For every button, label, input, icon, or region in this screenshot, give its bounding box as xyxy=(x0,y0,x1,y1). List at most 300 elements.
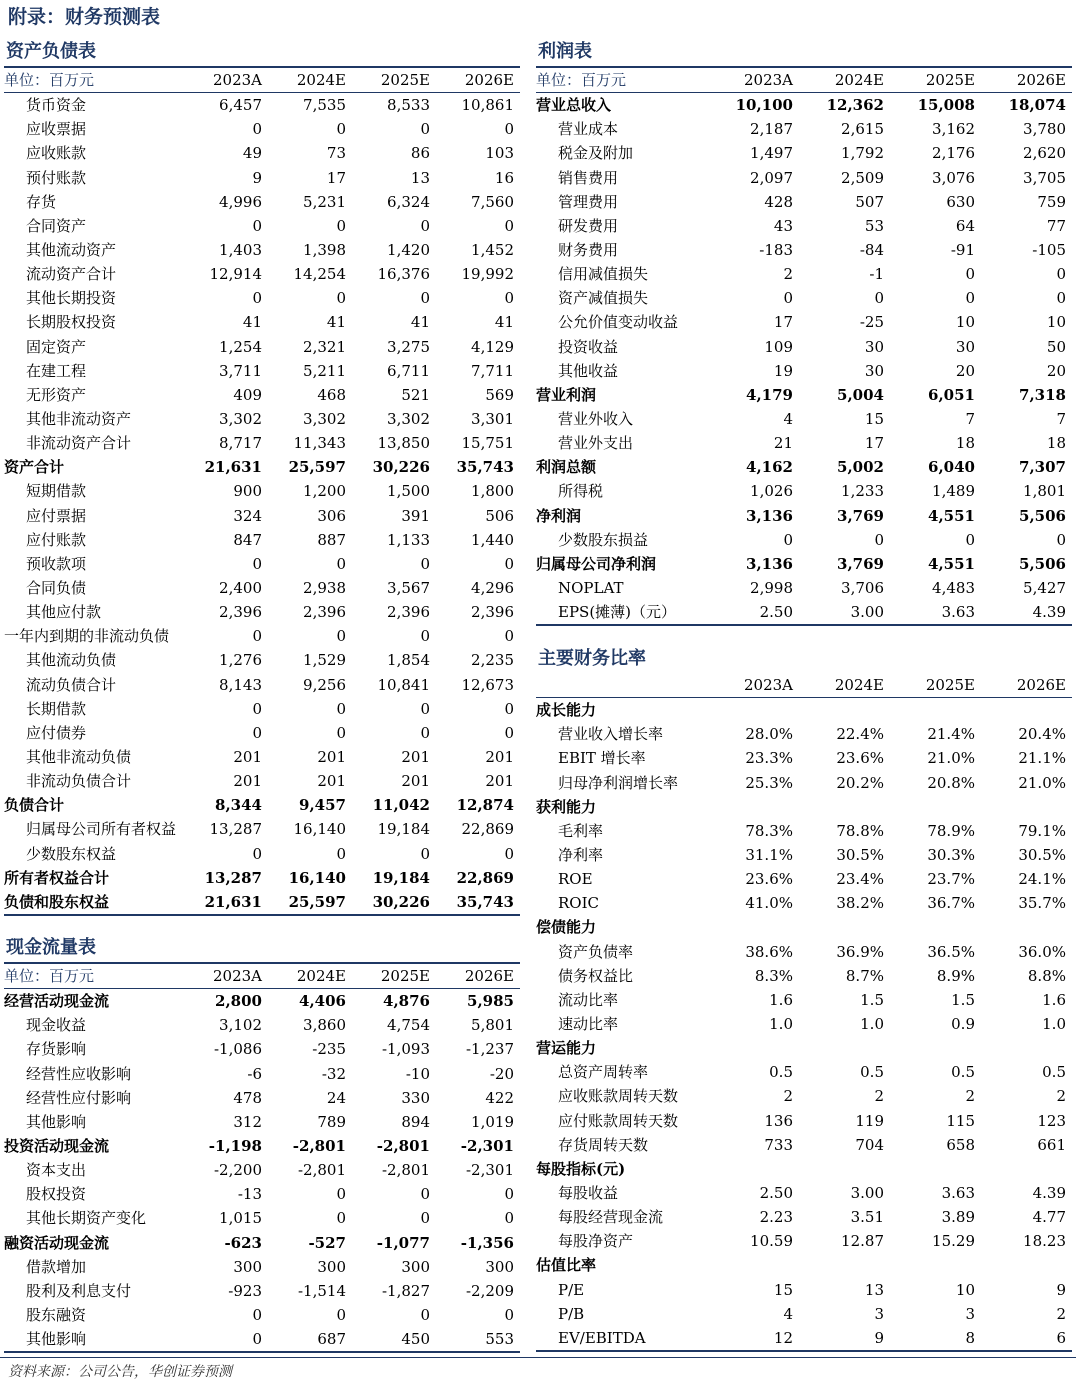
cell-value: 201 xyxy=(317,772,346,791)
table-row xyxy=(536,286,1072,310)
cell-value: 16 xyxy=(494,168,514,187)
cell-value: 8,717 xyxy=(219,434,262,453)
cell-value: 6,324 xyxy=(387,192,430,211)
cell-value: 6,457 xyxy=(219,96,262,115)
cell-value: 7,318 xyxy=(1019,385,1066,404)
table-row xyxy=(4,1279,520,1303)
table-row xyxy=(536,431,1072,455)
cell-value: 5,231 xyxy=(303,192,346,211)
cell-value: 0 xyxy=(504,289,514,308)
row-label: 速动比率 xyxy=(558,1015,619,1034)
cell-value: 0 xyxy=(336,723,346,742)
cell-value: 4 xyxy=(783,410,793,429)
cell-value: 35,743 xyxy=(436,890,520,915)
cell-value: 36.0% xyxy=(1018,942,1066,961)
cell-value: 21.0% xyxy=(927,749,975,768)
cell-value: 25.3% xyxy=(745,773,793,792)
cell-value xyxy=(708,795,799,819)
cell-value: 0 xyxy=(252,844,262,863)
row-label: 应付债券 xyxy=(26,723,87,742)
cell-value: -183 xyxy=(759,241,793,260)
cell-value: 20.8% xyxy=(927,773,975,792)
cashflow-table xyxy=(4,964,520,1353)
cell-value: 18,074 xyxy=(1008,96,1066,115)
cell-value: 15,008 xyxy=(917,96,975,115)
row-label: 净利润 xyxy=(536,506,582,525)
row-label: 每股经营现金流 xyxy=(558,1208,664,1227)
cell-value: 506 xyxy=(485,506,514,525)
row-label: ROE xyxy=(558,870,593,889)
row-label: 存货 xyxy=(26,192,57,211)
year-header: 2023A xyxy=(184,964,268,989)
cell-value: 0.5 xyxy=(769,1063,793,1082)
cell-value: 41 xyxy=(242,313,262,332)
row-label: 应收票据 xyxy=(26,120,87,139)
cell-value: 23.6% xyxy=(745,870,793,889)
row-label: 估值比率 xyxy=(536,1256,597,1275)
row-label: 投资活动现金流 xyxy=(4,1137,110,1156)
row-label: EPS(摊薄)（元） xyxy=(536,600,708,625)
cell-value xyxy=(708,1253,799,1277)
cell-value: 2 xyxy=(1056,1087,1066,1106)
cell-value: 12,914 xyxy=(209,265,262,284)
cell-value: -2,801 xyxy=(292,1137,346,1156)
cell-value: 1,403 xyxy=(219,241,262,260)
cell-value: 21 xyxy=(773,434,793,453)
cell-value: 1,497 xyxy=(750,144,793,163)
table-row xyxy=(536,1157,1072,1181)
cell-value: 0 xyxy=(874,530,884,549)
row-label: 税金及附加 xyxy=(558,144,634,163)
cell-value: 4,162 xyxy=(746,458,793,477)
cell-value: 41 xyxy=(410,313,430,332)
year-header: 2025E xyxy=(352,964,436,989)
row-label: 每股净资产 xyxy=(558,1232,634,1251)
row-label: EV/EBITDA xyxy=(536,1326,708,1351)
row-label: 其他应付款 xyxy=(26,603,102,622)
table-row xyxy=(536,915,1072,939)
cell-value: 7,560 xyxy=(471,192,514,211)
cell-value: -20 xyxy=(489,1064,514,1083)
cell-value: 6 xyxy=(981,1326,1072,1351)
cell-value: 8,143 xyxy=(219,675,262,694)
cell-value: 1,254 xyxy=(219,337,262,356)
cell-value: 0.5 xyxy=(951,1063,975,1082)
cell-value: 0 xyxy=(504,1306,514,1325)
cell-value: -2,209 xyxy=(465,1281,514,1300)
row-label: 合同负债 xyxy=(26,579,87,598)
table-row xyxy=(536,166,1072,190)
cell-value: 8,533 xyxy=(387,96,430,115)
cell-value: 324 xyxy=(233,506,262,525)
table-row xyxy=(536,1229,1072,1253)
cell-value: 2,176 xyxy=(932,144,975,163)
cell-value: 2 xyxy=(874,1087,884,1106)
year-header: 2025E xyxy=(352,68,436,93)
cell-value: 507 xyxy=(855,192,884,211)
table-row xyxy=(536,1084,1072,1108)
cell-value: 330 xyxy=(401,1088,430,1107)
cell-value: -2,801 xyxy=(376,1137,430,1156)
cell-value: -6 xyxy=(247,1064,262,1083)
cell-value: 25,597 xyxy=(268,890,352,915)
cell-value: 12,673 xyxy=(461,675,514,694)
cell-value: 1,500 xyxy=(387,482,430,501)
table-row xyxy=(4,479,520,503)
row-label: 借款增加 xyxy=(26,1257,87,1276)
cell-value: 2 xyxy=(783,265,793,284)
cell-value: 2,396 xyxy=(303,603,346,622)
cell-value: -91 xyxy=(950,241,975,260)
cell-value: 38.2% xyxy=(836,894,884,913)
cell-value: 8 xyxy=(890,1326,981,1351)
cell-value: 3,136 xyxy=(746,506,793,525)
table-row xyxy=(4,842,520,866)
cell-value: 2,321 xyxy=(303,337,346,356)
cell-value: 0 xyxy=(504,1209,514,1228)
cell-value: 35,743 xyxy=(456,458,514,477)
cell-value: 3.00 xyxy=(799,600,890,625)
year-header: 2024E xyxy=(799,673,890,698)
cell-value: 12,874 xyxy=(456,796,514,815)
cell-value: 30.5% xyxy=(836,846,884,865)
table-row xyxy=(4,431,520,455)
table-row xyxy=(4,1206,520,1230)
cell-value: 4.77 xyxy=(1032,1208,1066,1227)
cell-value: 0 xyxy=(420,1306,430,1325)
table-header-row xyxy=(536,68,1072,93)
cell-value: 13,287 xyxy=(204,868,262,887)
cell-value: 1,420 xyxy=(387,241,430,260)
row-label: 营业外支出 xyxy=(558,434,634,453)
cell-value: 86 xyxy=(410,144,430,163)
row-label: 所有者权益合计 xyxy=(4,868,110,887)
table-row xyxy=(4,359,520,383)
table-row xyxy=(4,600,520,624)
row-label: 流动负债合计 xyxy=(26,675,117,694)
cell-value: 201 xyxy=(401,748,430,766)
table-row xyxy=(4,697,520,721)
cell-value: 0 xyxy=(965,530,975,549)
row-label: 其他长期资产变化 xyxy=(26,1209,147,1228)
cell-value: 15 xyxy=(773,1280,793,1299)
cell-value: 21.0% xyxy=(1018,773,1066,792)
row-label: 经营性应付影响 xyxy=(26,1088,132,1107)
cell-value: 136 xyxy=(764,1111,793,1130)
cell-value: 18.23 xyxy=(1023,1232,1066,1251)
row-label: 负债合计 xyxy=(4,796,65,815)
cell-value: 789 xyxy=(317,1112,346,1131)
cell-value: 0 xyxy=(420,844,430,863)
row-label: 营业利润 xyxy=(536,385,597,404)
cell-value: 0 xyxy=(420,1209,430,1228)
cell-value: 49 xyxy=(242,144,262,163)
cell-value: 468 xyxy=(317,385,346,404)
cell-value: 22.4% xyxy=(836,725,884,744)
cell-value: 6,051 xyxy=(928,385,975,404)
cell-value: 0 xyxy=(504,844,514,863)
cell-value: -1,827 xyxy=(381,1281,430,1300)
cell-value: 30.5% xyxy=(1018,846,1066,865)
table-row xyxy=(536,1133,1072,1157)
cell-value: 1,529 xyxy=(303,651,346,670)
cell-value: 12 xyxy=(708,1326,799,1351)
cell-value: 15 xyxy=(864,410,884,429)
cell-value: 5,985 xyxy=(467,992,514,1011)
cell-value: 23.4% xyxy=(836,870,884,889)
cell-value: 4,876 xyxy=(383,992,430,1011)
cell-value xyxy=(890,795,981,819)
table-row xyxy=(4,1062,520,1086)
row-label: 在建工程 xyxy=(26,361,87,380)
cell-value: -1,086 xyxy=(213,1040,262,1059)
cell-value: -32 xyxy=(321,1064,346,1083)
row-label: 管理费用 xyxy=(558,192,619,211)
cell-value: 8.8% xyxy=(1027,966,1066,985)
cell-value: 3.51 xyxy=(850,1208,884,1227)
cell-value: 3,275 xyxy=(387,337,430,356)
cell-value: 10 xyxy=(955,313,975,332)
cell-value: 2,396 xyxy=(471,603,514,622)
cell-value: 0 xyxy=(874,289,884,308)
cell-value: 3.00 xyxy=(850,1184,884,1203)
cell-value: 3,162 xyxy=(932,120,975,139)
table-row xyxy=(4,1110,520,1134)
row-label: 固定资产 xyxy=(26,337,87,356)
table-row xyxy=(4,117,520,141)
cell-value xyxy=(799,915,890,939)
cell-value: 4,551 xyxy=(928,506,975,525)
cell-value: 13 xyxy=(864,1280,884,1299)
row-label: 营业外收入 xyxy=(558,410,634,429)
cell-value: 21.4% xyxy=(927,725,975,744)
cell-value: 21,631 xyxy=(204,458,262,477)
cell-value: 1,200 xyxy=(303,482,346,501)
row-label: 负债和股东权益 xyxy=(4,890,184,915)
table-row xyxy=(4,214,520,238)
cell-value: 23.3% xyxy=(745,749,793,768)
cell-value xyxy=(890,1036,981,1060)
cell-value xyxy=(981,1253,1072,1277)
cell-value: 18 xyxy=(955,434,975,453)
cell-value: 704 xyxy=(855,1135,884,1154)
cell-value: 3,302 xyxy=(303,410,346,429)
unit-label: 单位：百万元 xyxy=(536,68,708,93)
cell-value: 2.50 xyxy=(759,1184,793,1203)
balance-sheet-panel xyxy=(4,36,520,916)
cell-value: 2,800 xyxy=(215,992,262,1011)
table-row xyxy=(536,1253,1072,1277)
source-note: 资料来源：公司公告，华创证券预测 xyxy=(8,1364,232,1380)
table-row xyxy=(4,721,520,745)
row-label: 其他收益 xyxy=(558,361,619,380)
table-row xyxy=(4,793,520,817)
cell-value: 2,620 xyxy=(1023,144,1066,163)
cell-value: 43 xyxy=(773,216,793,235)
table-row xyxy=(4,817,520,841)
table-row xyxy=(4,310,520,334)
cell-value: 5,506 xyxy=(1019,506,1066,525)
year-header: 2024E xyxy=(268,964,352,989)
row-label: 营运能力 xyxy=(536,1039,597,1058)
row-label: 股权投资 xyxy=(26,1185,87,1204)
cell-value: 1,398 xyxy=(303,241,346,260)
cell-value: 300 xyxy=(401,1257,430,1276)
cell-value: 1,792 xyxy=(841,144,884,163)
row-label: 其他非流动负债 xyxy=(26,748,132,766)
cell-value: 3 xyxy=(874,1304,884,1323)
cell-value: 2,400 xyxy=(219,579,262,598)
cell-value: 0 xyxy=(420,554,430,573)
cell-value: 1.6 xyxy=(1042,990,1066,1009)
cell-value: 0 xyxy=(252,699,262,718)
cell-value: 0.9 xyxy=(951,1015,975,1034)
cell-value: 0 xyxy=(336,554,346,573)
table-row xyxy=(536,262,1072,286)
row-label: 总资产周转率 xyxy=(558,1063,649,1082)
row-label: 资产负债率 xyxy=(558,942,634,961)
cell-value: -2,801 xyxy=(381,1161,430,1180)
year-header: 2024E xyxy=(799,68,890,93)
cell-value: 687 xyxy=(268,1327,352,1352)
cell-value: 2,998 xyxy=(750,579,793,598)
cell-value: 4,551 xyxy=(928,554,975,573)
cell-value xyxy=(799,795,890,819)
row-label: 应收账款周转天数 xyxy=(558,1087,679,1106)
cell-value: 478 xyxy=(233,1088,262,1107)
year-header: 2026E xyxy=(981,673,1072,698)
table-row xyxy=(536,891,1072,915)
cell-value: 4,406 xyxy=(299,992,346,1011)
cell-value: 38.6% xyxy=(745,942,793,961)
cell-value: -1,356 xyxy=(460,1233,514,1252)
cell-value: 1,233 xyxy=(841,482,884,501)
cell-value: 0 xyxy=(420,120,430,139)
cell-value: 79.1% xyxy=(1018,821,1066,840)
row-label: 短期借款 xyxy=(26,482,87,501)
cell-value: 847 xyxy=(233,530,262,549)
cell-value: 78.3% xyxy=(745,821,793,840)
cell-value: 13 xyxy=(410,168,430,187)
row-label: P/E xyxy=(558,1280,585,1299)
cell-value: 16,140 xyxy=(293,820,346,839)
cell-value: 19,184 xyxy=(372,868,430,887)
cell-value: 5,427 xyxy=(1023,579,1066,598)
row-label: 偿债能力 xyxy=(536,918,597,937)
table-row xyxy=(4,648,520,672)
row-label: 研发费用 xyxy=(558,216,619,235)
cell-value: 30 xyxy=(955,337,975,356)
table-row xyxy=(4,286,520,310)
table-row xyxy=(536,238,1072,262)
table-row xyxy=(536,93,1072,118)
cell-value: 16,376 xyxy=(377,265,430,284)
cell-value: 900 xyxy=(233,482,262,501)
row-label: 应付账款 xyxy=(26,530,87,549)
row-label: 其他长期投资 xyxy=(26,289,117,308)
cell-value: 11,343 xyxy=(293,434,346,453)
cell-value: 3,706 xyxy=(841,579,884,598)
cell-value: 0 xyxy=(504,554,514,573)
cell-value: 7 xyxy=(1056,410,1066,429)
cell-value: 894 xyxy=(401,1112,430,1131)
unit-label: 单位：百万元 xyxy=(4,964,184,989)
cell-value: 1,489 xyxy=(932,482,975,501)
cell-value: 0 xyxy=(420,216,430,235)
cell-value: 36.9% xyxy=(836,942,884,961)
cell-value xyxy=(799,698,890,723)
cell-value: 0 xyxy=(1056,289,1066,308)
cell-value: 0 xyxy=(252,120,262,139)
row-label: 净利率 xyxy=(558,846,604,865)
row-label: 流动资产合计 xyxy=(26,265,117,284)
cell-value: 306 xyxy=(317,506,346,525)
cell-value: 0 xyxy=(252,1306,262,1325)
cell-value: 2,509 xyxy=(841,168,884,187)
cell-value: 109 xyxy=(764,337,793,356)
cell-value: 0 xyxy=(1056,530,1066,549)
row-label: EBIT 增长率 xyxy=(558,749,646,768)
table-row xyxy=(536,988,1072,1012)
table-row xyxy=(4,1255,520,1279)
row-label: ROIC xyxy=(558,894,599,913)
cell-value: -13 xyxy=(237,1185,262,1204)
year-header: 2026E xyxy=(436,964,520,989)
table-row xyxy=(4,673,520,697)
table-row xyxy=(536,964,1072,988)
cell-value: -2,801 xyxy=(297,1161,346,1180)
row-label: 获利能力 xyxy=(536,797,597,816)
cell-value: 0.5 xyxy=(1042,1063,1066,1082)
row-label: 利润总额 xyxy=(536,458,597,477)
table-row xyxy=(4,238,520,262)
cell-value: 10,100 xyxy=(735,96,793,115)
ratios-table xyxy=(536,673,1072,1352)
table-row xyxy=(536,359,1072,383)
table-row xyxy=(536,600,1072,625)
cell-value: 2,615 xyxy=(841,120,884,139)
cell-value: 23.7% xyxy=(927,870,975,889)
cell-value: 16,140 xyxy=(288,868,346,887)
cell-value: -1,514 xyxy=(297,1281,346,1300)
cell-value: 36.5% xyxy=(927,942,975,961)
cell-value: 0 xyxy=(504,723,514,742)
cell-value: 887 xyxy=(317,530,346,549)
cell-value: 1.0 xyxy=(769,1015,793,1034)
row-label: 营业总收入 xyxy=(536,96,612,115)
cell-value: 5,211 xyxy=(303,361,346,380)
cell-value: 1,800 xyxy=(471,482,514,501)
cell-value: 4.39 xyxy=(1032,1184,1066,1203)
cell-value: 3,302 xyxy=(387,410,430,429)
row-label: 预收款项 xyxy=(26,554,87,573)
table-row xyxy=(536,383,1072,407)
cell-value: 2.50 xyxy=(708,600,799,625)
cell-value xyxy=(708,1036,799,1060)
cell-value: 2,187 xyxy=(750,120,793,139)
table-row xyxy=(536,407,1072,431)
table-row xyxy=(4,552,520,576)
cell-value: 17 xyxy=(326,168,346,187)
year-header: 2025E xyxy=(890,673,981,698)
cell-value: 5,801 xyxy=(471,1016,514,1035)
cell-value: 300 xyxy=(233,1257,262,1276)
table-row xyxy=(536,528,1072,552)
cell-value: 30.3% xyxy=(927,846,975,865)
row-label: 归属母公司净利润 xyxy=(536,554,657,573)
cell-value: 4,129 xyxy=(471,337,514,356)
table-row xyxy=(4,141,520,165)
